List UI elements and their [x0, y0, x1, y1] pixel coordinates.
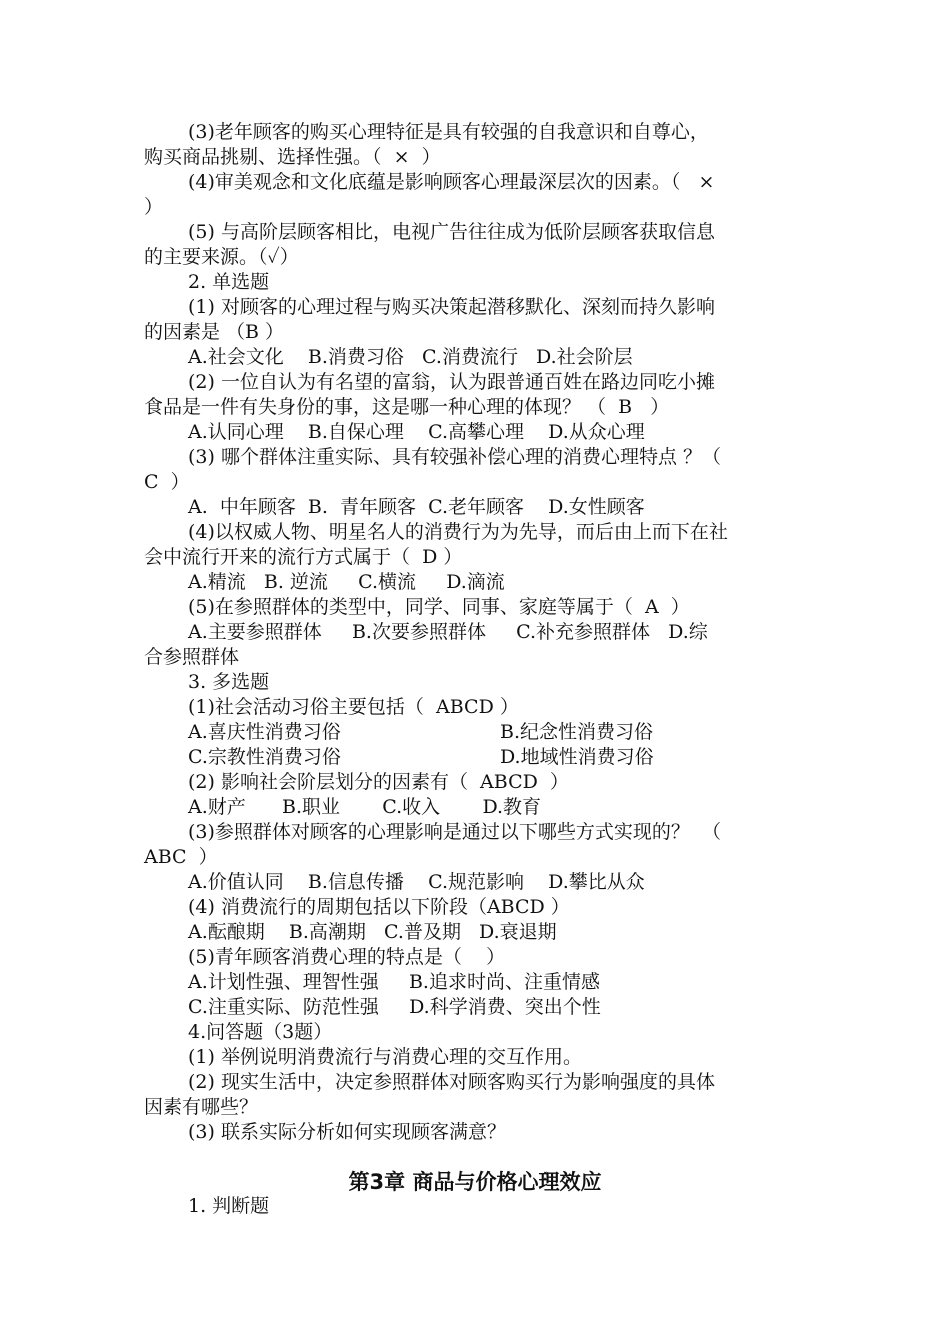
text-line: (1)社会活动习俗主要包括（ ABCD ） [188, 696, 519, 718]
text-line: A. 中年顾客 B. 青年顾客 C.老年顾客 D.女性顾客 [188, 496, 645, 518]
text-line: 购买商品挑剔、选择性强。（ × ） [144, 146, 441, 168]
text-line: 的主要来源。（✓） [144, 246, 299, 268]
text-line: 的因素是 （B ） [144, 321, 285, 343]
text-line: A.计划性强、理智性强 B.追求时尚、注重情感 [188, 971, 600, 993]
text-line: A.精流 B. 逆流 C.横流 D.滴流 [188, 571, 505, 593]
text-line: (2) 影响社会阶层划分的因素有（ ABCD ） [188, 771, 569, 793]
text-line: (4)审美观念和文化底蕴是影响顾客心理最深层次的因素。（ × [188, 171, 715, 193]
text-line: (3)参照群体对顾客的心理影响是通过以下哪些方式实现的？ （ [188, 821, 721, 843]
text-line: A.酝酿期 B.高潮期 C.普及期 D.衰退期 [188, 921, 557, 943]
text-line: (3) 哪个群体注重实际、具有较强补偿心理的消费心理特点 ？（ [188, 446, 721, 468]
section-heading: 1. 判断题 [188, 1195, 270, 1217]
text-line: (2) 现实生活中，决定参照群体对顾客购买行为影响强度的具体 [188, 1071, 715, 1093]
text-line: ABC ） [144, 846, 218, 868]
text-line: A.主要参照群体 B.次要参照群体 C.补充参照群体 D.综 [188, 621, 708, 643]
text-line: (5) 与高阶层顾客相比，电视广告往往成为低阶层顾客获取信息 [188, 221, 715, 243]
text-line: C.注重实际、防范性强 D.科学消费、突出个性 [188, 996, 601, 1018]
text-line: (1) 对顾客的心理过程与购买决策起潜移默化、深刻而持久影响 [188, 296, 715, 318]
text-line: 食品是一件有失身份的事，这是哪一种心理的体现？ （ B ） [144, 396, 670, 418]
chapter-title: 第3章 商品与价格心理效应 [348, 1170, 602, 1194]
text-line: A.喜庆性消费习俗 [188, 721, 341, 743]
text-line: (5)在参照群体的类型中，同学、同事、家庭等属于（ A ） [188, 596, 690, 618]
text-line: (4) 消费流行的周期包括以下阶段（ABCD ） [188, 896, 570, 918]
text-line: (5)青年顾客消费心理的特点是（ ） [188, 946, 506, 968]
text-line: 会中流行开来的流行方式属于（ D ） [144, 546, 463, 568]
text-line: (4)以权威人物、明星名人的消费行为为先导，而后由上而下在社 [188, 521, 728, 543]
text-line: 4.问答题（3题） [188, 1021, 333, 1043]
text-line: 因素有哪些？ [144, 1096, 259, 1118]
text-line: (3)老年顾客的购买心理特征是具有较强的自我意识和自尊心， [188, 121, 709, 143]
text-line: (3) 联系实际分析如何实现顾客满意？ [188, 1121, 506, 1143]
text-line: C.宗教性消费习俗 [188, 746, 341, 768]
text-line: (1) 举例说明消费流行与消费心理的交互作用。 [188, 1046, 582, 1068]
text-line: A.价值认同 B.信息传播 C.规范影响 D.攀比从众 [188, 871, 645, 893]
text-line: 合参照群体 [144, 646, 240, 668]
text-line-right-column: B.纪念性消费习俗 [500, 721, 654, 743]
text-line-right-column: D.地域性消费习俗 [500, 746, 654, 768]
text-line: (2) 一位自认为有名望的富翁，认为跟普通百姓在路边同吃小摊 [188, 371, 715, 393]
text-line: C ） [144, 471, 190, 493]
text-line: A.财产 B.职业 C.收入 D.教育 [188, 796, 542, 818]
text-line: 2. 单选题 [188, 271, 270, 293]
text-line: A.认同心理 B.自保心理 C.高攀心理 D.从众心理 [188, 421, 645, 443]
text-line: A.社会文化 B.消费习俗 C.消费流行 D.社会阶层 [188, 346, 633, 368]
text-line: 3. 多选题 [188, 671, 270, 693]
text-line: ） [144, 196, 164, 218]
